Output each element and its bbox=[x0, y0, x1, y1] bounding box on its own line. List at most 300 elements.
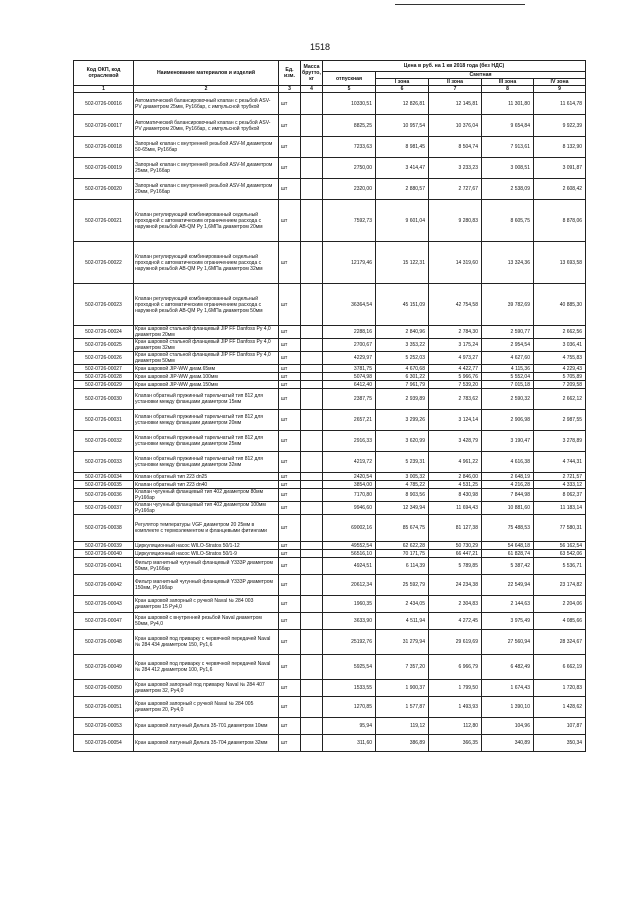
row-zone-1-price: 25 592,79 bbox=[376, 575, 429, 596]
row-zone-4-price: 1 720,83 bbox=[534, 680, 586, 697]
row-code: 502-0726-00030 bbox=[74, 389, 134, 410]
table-row bbox=[74, 481, 586, 489]
row-name: Циркуляционный насос WILO-Stratos 50/1-12 bbox=[134, 542, 279, 550]
row-zone-3-price: 1 674,43 bbox=[482, 680, 534, 697]
row-zone-4-price: 77 580,31 bbox=[534, 515, 586, 542]
row-zone-4-price: 23 174,82 bbox=[534, 575, 586, 596]
row-zone-1-price: 8 903,56 bbox=[376, 489, 429, 502]
row-unit: шт bbox=[279, 365, 301, 373]
row-unit: шт bbox=[279, 93, 301, 115]
row-zone-1-price: 5 239,31 bbox=[376, 452, 429, 473]
row-release-price: 7592,73 bbox=[323, 200, 376, 242]
row-zone-3-price: 2 590,32 bbox=[482, 389, 534, 410]
row-code: 502-0726-00054 bbox=[74, 735, 134, 752]
row-code: 502-0726-00033 bbox=[74, 452, 134, 473]
row-zone-3-price: 11 301,80 bbox=[482, 93, 534, 115]
row-zone-2-price: 11 694,43 bbox=[429, 502, 482, 515]
row-zone-1-price: 4 511,94 bbox=[376, 613, 429, 630]
row-zone-4-price: 3 278,89 bbox=[534, 431, 586, 452]
table-row bbox=[74, 284, 586, 326]
row-release-price: 1270,85 bbox=[323, 697, 376, 718]
row-zone-2-price: 366,35 bbox=[429, 735, 482, 752]
col-number: 2 bbox=[134, 86, 279, 93]
row-release-price: 7170,80 bbox=[323, 489, 376, 502]
row-zone-4-price: 11 614,78 bbox=[534, 93, 586, 115]
row-zone-4-price: 350,34 bbox=[534, 735, 586, 752]
row-zone-4-price: 9 922,39 bbox=[534, 115, 586, 137]
row-zone-4-price: 4 744,31 bbox=[534, 452, 586, 473]
row-unit: шт bbox=[279, 339, 301, 352]
row-mass bbox=[301, 718, 323, 735]
row-code: 502-0726-00018 bbox=[74, 137, 134, 158]
row-code: 502-0726-00053 bbox=[74, 718, 134, 735]
row-zone-3-price: 10 881,60 bbox=[482, 502, 534, 515]
row-name: Запорный клапан с внутренней резьбой ASV-M диаметром 20мм, Ру16бар bbox=[134, 179, 279, 200]
row-code: 502-0726-00024 bbox=[74, 326, 134, 339]
row-zone-3-price: 2 144,63 bbox=[482, 596, 534, 613]
row-zone-2-price: 3 233,23 bbox=[429, 158, 482, 179]
row-unit: шт bbox=[279, 697, 301, 718]
row-zone-3-price: 7 913,61 bbox=[482, 137, 534, 158]
row-mass bbox=[301, 381, 323, 389]
row-zone-3-price: 2 590,77 bbox=[482, 326, 534, 339]
col-number: 9 bbox=[534, 86, 586, 93]
row-unit: шт bbox=[279, 200, 301, 242]
row-zone-4-price: 2 662,12 bbox=[534, 389, 586, 410]
row-name: Клапан регулирующий комбинированный седельный проходной с автоматическим ограничением расхода с наружной резьбой AB-QM Ру 1,6МПа диаметром 50мм bbox=[134, 284, 279, 326]
row-unit: шт bbox=[279, 575, 301, 596]
row-name: Запорный клапан с внутренней резьбой ASV-M диаметром 25мм, Ру16бар bbox=[134, 158, 279, 179]
col-number: 4 bbox=[301, 86, 323, 93]
row-unit: шт bbox=[279, 242, 301, 284]
row-zone-1-price: 3 299,26 bbox=[376, 410, 429, 431]
row-zone-4-price: 40 885,30 bbox=[534, 284, 586, 326]
table-row bbox=[74, 596, 586, 613]
row-zone-1-price: 12 349,94 bbox=[376, 502, 429, 515]
row-zone-1-price: 3 005,32 bbox=[376, 473, 429, 481]
row-zone-3-price: 75 488,53 bbox=[482, 515, 534, 542]
row-code: 502-0726-00032 bbox=[74, 431, 134, 452]
row-zone-1-price: 4 785,22 bbox=[376, 481, 429, 489]
row-name: Фильтр магнитный чугунный фланцевый Y333P диаметром 50мм, Ру16бар bbox=[134, 558, 279, 575]
row-name: Клапан регулирующий комбинированный седельный проходной с автоматическим ограничением расхода с наружной резьбой AB-QM Ру 1,6МПа диаметром 20мм bbox=[134, 200, 279, 242]
row-zone-1-price: 9 601,04 bbox=[376, 200, 429, 242]
table-row bbox=[74, 365, 586, 373]
row-zone-2-price: 81 127,38 bbox=[429, 515, 482, 542]
row-release-price: 4229,97 bbox=[323, 352, 376, 365]
row-zone-2-price: 8 504,74 bbox=[429, 137, 482, 158]
row-zone-2-price: 5 789,85 bbox=[429, 558, 482, 575]
row-mass bbox=[301, 558, 323, 575]
row-unit: шт bbox=[279, 431, 301, 452]
table-row bbox=[74, 352, 586, 365]
table-row bbox=[74, 542, 586, 550]
table-row bbox=[74, 697, 586, 718]
row-zone-1-price: 1 577,87 bbox=[376, 697, 429, 718]
row-zone-2-price: 7 539,20 bbox=[429, 381, 482, 389]
table-row bbox=[74, 550, 586, 558]
col-number: 1 bbox=[74, 86, 134, 93]
row-code: 502-0726-00035 bbox=[74, 481, 134, 489]
row-unit: шт bbox=[279, 502, 301, 515]
table-row bbox=[74, 200, 586, 242]
row-release-price: 311,60 bbox=[323, 735, 376, 752]
row-mass bbox=[301, 137, 323, 158]
row-zone-1-price: 15 122,31 bbox=[376, 242, 429, 284]
row-name: Кран шаровой JIP-WW диам.150мм bbox=[134, 381, 279, 389]
row-zone-2-price: 3 428,79 bbox=[429, 431, 482, 452]
row-zone-2-price: 12 145,81 bbox=[429, 93, 482, 115]
row-unit: шт bbox=[279, 179, 301, 200]
row-zone-2-price: 10 376,04 bbox=[429, 115, 482, 137]
table-body bbox=[74, 93, 586, 752]
row-zone-4-price: 7 209,58 bbox=[534, 381, 586, 389]
row-zone-3-price: 5 387,42 bbox=[482, 558, 534, 575]
row-unit: шт bbox=[279, 410, 301, 431]
row-code: 502-0726-00048 bbox=[74, 630, 134, 655]
row-zone-2-price: 112,80 bbox=[429, 718, 482, 735]
row-release-price: 3633,90 bbox=[323, 613, 376, 630]
row-name: Кран шаровой под приварку с червячной передачей Naval № 284 412 диаметром 100, Ру1,6 bbox=[134, 655, 279, 680]
row-release-price: 69002,16 bbox=[323, 515, 376, 542]
row-unit: шт bbox=[279, 718, 301, 735]
row-name: Регулятор температуры VGF диаметром 20 25мм в комплекте с термоэлементом и фланцевыми фитингами bbox=[134, 515, 279, 542]
row-release-price: 2657,21 bbox=[323, 410, 376, 431]
row-mass bbox=[301, 339, 323, 352]
row-zone-4-price: 4 229,43 bbox=[534, 365, 586, 373]
row-code: 502-0726-00022 bbox=[74, 242, 134, 284]
row-mass bbox=[301, 410, 323, 431]
row-unit: шт bbox=[279, 596, 301, 613]
row-zone-1-price: 4 670,68 bbox=[376, 365, 429, 373]
row-zone-2-price: 42 754,58 bbox=[429, 284, 482, 326]
row-release-price: 95,94 bbox=[323, 718, 376, 735]
row-zone-3-price: 39 782,69 bbox=[482, 284, 534, 326]
row-name: Кран шаровой латунный Дельта 35-701 диаметром 10мм bbox=[134, 718, 279, 735]
row-mass bbox=[301, 630, 323, 655]
row-zone-2-price: 66 447,21 bbox=[429, 550, 482, 558]
row-zone-2-price: 4 422,77 bbox=[429, 365, 482, 373]
row-release-price: 10330,51 bbox=[323, 93, 376, 115]
row-unit: шт bbox=[279, 680, 301, 697]
row-unit: шт bbox=[279, 558, 301, 575]
table-row bbox=[74, 93, 586, 115]
row-mass bbox=[301, 115, 323, 137]
row-name: Клапан обратный пружинный тарельчатый тип 812 для установки между фланцами диаметром 32мм bbox=[134, 452, 279, 473]
row-name: Автоматический балансировочный клапан с резьбой ASV-PV диаметром 25мм, Ру16бар, с импульсной трубкой bbox=[134, 93, 279, 115]
row-release-price: 2916,33 bbox=[323, 431, 376, 452]
row-name: Кран шаровой JIP-WW диам.100мм bbox=[134, 373, 279, 381]
price-table bbox=[73, 60, 586, 752]
row-code: 502-0726-00020 bbox=[74, 179, 134, 200]
row-zone-3-price: 340,89 bbox=[482, 735, 534, 752]
row-mass bbox=[301, 352, 323, 365]
col-number: 6 bbox=[376, 86, 429, 93]
row-zone-3-price: 2 906,98 bbox=[482, 410, 534, 431]
row-zone-4-price: 4 333,12 bbox=[534, 481, 586, 489]
table-row bbox=[74, 381, 586, 389]
row-zone-2-price: 6 966,79 bbox=[429, 655, 482, 680]
row-mass bbox=[301, 158, 323, 179]
row-zone-3-price: 2 538,09 bbox=[482, 179, 534, 200]
row-code: 502-0726-00025 bbox=[74, 339, 134, 352]
row-zone-4-price: 1 428,62 bbox=[534, 697, 586, 718]
row-unit: шт bbox=[279, 655, 301, 680]
row-zone-3-price: 3 008,51 bbox=[482, 158, 534, 179]
table-row bbox=[74, 410, 586, 431]
row-code: 502-0726-00037 bbox=[74, 502, 134, 515]
row-mass bbox=[301, 373, 323, 381]
row-zone-2-price: 29 619,69 bbox=[429, 630, 482, 655]
row-zone-1-price: 10 957,54 bbox=[376, 115, 429, 137]
table-row bbox=[74, 431, 586, 452]
row-name: Запорный клапан с внутренней резьбой ASV-M диаметром 50-65мм, Ру16бар bbox=[134, 137, 279, 158]
row-mass bbox=[301, 452, 323, 473]
row-unit: шт bbox=[279, 630, 301, 655]
row-name: Клапан обратный пружинный тарельчатый тип 812 для установки между фланцами диаметром 20мм bbox=[134, 410, 279, 431]
table-row bbox=[74, 158, 586, 179]
row-zone-3-price: 2 648,19 bbox=[482, 473, 534, 481]
row-code: 502-0726-00023 bbox=[74, 284, 134, 326]
row-mass bbox=[301, 550, 323, 558]
row-release-price: 36364,54 bbox=[323, 284, 376, 326]
table-row bbox=[74, 735, 586, 752]
row-zone-3-price: 4 216,28 bbox=[482, 481, 534, 489]
row-unit: шт bbox=[279, 515, 301, 542]
row-zone-1-price: 45 151,09 bbox=[376, 284, 429, 326]
row-unit: шт bbox=[279, 452, 301, 473]
row-release-price: 8825,25 bbox=[323, 115, 376, 137]
table-row bbox=[74, 473, 586, 481]
table-row bbox=[74, 680, 586, 697]
row-zone-3-price: 3 975,49 bbox=[482, 613, 534, 630]
table-row bbox=[74, 115, 586, 137]
row-code: 502-0726-00016 bbox=[74, 93, 134, 115]
row-zone-3-price: 27 560,94 bbox=[482, 630, 534, 655]
row-mass bbox=[301, 481, 323, 489]
row-name: Кран шаровой стальной фланцевый JIP FF Danfoss Ру 4,0 диаметром 20мм bbox=[134, 326, 279, 339]
scan-artifact-line bbox=[395, 4, 525, 5]
row-release-price: 2700,67 bbox=[323, 339, 376, 352]
row-name: Клапан чугунный фланцевый тип 402 диаметром 100мм Ру16бар bbox=[134, 502, 279, 515]
row-mass bbox=[301, 200, 323, 242]
table-row bbox=[74, 339, 586, 352]
row-name: Кран шаровой стальной фланцевый JIP FF Danfoss Ру 4,0 диаметром 32мм bbox=[134, 339, 279, 352]
row-zone-3-price: 54 648,18 bbox=[482, 542, 534, 550]
row-unit: шт bbox=[279, 373, 301, 381]
row-release-price: 1533,55 bbox=[323, 680, 376, 697]
row-zone-1-price: 70 171,75 bbox=[376, 550, 429, 558]
table-row bbox=[74, 502, 586, 515]
row-zone-4-price: 3 091,87 bbox=[534, 158, 586, 179]
row-release-price: 49552,54 bbox=[323, 542, 376, 550]
row-zone-4-price: 11 183,14 bbox=[534, 502, 586, 515]
row-zone-3-price: 61 828,74 bbox=[482, 550, 534, 558]
header-release-price: отпускная bbox=[323, 72, 376, 86]
row-mass bbox=[301, 680, 323, 697]
row-zone-1-price: 119,12 bbox=[376, 718, 429, 735]
row-zone-1-price: 3 620,99 bbox=[376, 431, 429, 452]
row-mass bbox=[301, 515, 323, 542]
row-zone-2-price: 24 234,38 bbox=[429, 575, 482, 596]
row-release-price: 1960,35 bbox=[323, 596, 376, 613]
row-name: Фильтр магнитный чугунный фланцевый Y333P диаметром 150мм, Ру16бар bbox=[134, 575, 279, 596]
row-zone-1-price: 2 840,96 bbox=[376, 326, 429, 339]
col-number: 7 bbox=[429, 86, 482, 93]
header-zone-3: III зона bbox=[482, 79, 534, 86]
row-release-price: 5925,54 bbox=[323, 655, 376, 680]
row-mass bbox=[301, 389, 323, 410]
row-zone-2-price: 2 304,83 bbox=[429, 596, 482, 613]
row-zone-3-price: 4 627,60 bbox=[482, 352, 534, 365]
row-zone-2-price: 4 531,25 bbox=[429, 481, 482, 489]
row-name: Клапан обратный пружинный тарельчатый тип 812 для установки между фланцами диаметром 15мм bbox=[134, 389, 279, 410]
row-unit: шт bbox=[279, 115, 301, 137]
header-unit: Ед. изм. bbox=[279, 61, 301, 86]
header-mass: Масса брутто, кг bbox=[301, 61, 323, 86]
row-release-price: 2420,54 bbox=[323, 473, 376, 481]
row-name: Клапан чугунный фланцевый тип 402 диаметром 80мм Ру16бар bbox=[134, 489, 279, 502]
row-unit: шт bbox=[279, 158, 301, 179]
table-row bbox=[74, 389, 586, 410]
row-release-price: 20612,34 bbox=[323, 575, 376, 596]
table-row bbox=[74, 373, 586, 381]
row-zone-4-price: 3 036,41 bbox=[534, 339, 586, 352]
table-row bbox=[74, 242, 586, 284]
table-row bbox=[74, 575, 586, 596]
row-zone-1-price: 5 252,03 bbox=[376, 352, 429, 365]
row-zone-2-price: 3 175,24 bbox=[429, 339, 482, 352]
row-mass bbox=[301, 735, 323, 752]
row-release-price: 6412,40 bbox=[323, 381, 376, 389]
row-release-price: 12179,46 bbox=[323, 242, 376, 284]
row-name: Клапан обратный тип 223 dn40 bbox=[134, 481, 279, 489]
row-zone-3-price: 2 954,54 bbox=[482, 339, 534, 352]
row-zone-2-price: 4 961,22 bbox=[429, 452, 482, 473]
header-zone-1: I зона bbox=[376, 79, 429, 86]
row-zone-4-price: 13 693,58 bbox=[534, 242, 586, 284]
table-header bbox=[74, 61, 586, 93]
row-code: 502-0726-00038 bbox=[74, 515, 134, 542]
row-zone-1-price: 2 434,05 bbox=[376, 596, 429, 613]
row-unit: шт bbox=[279, 284, 301, 326]
row-zone-1-price: 85 674,75 bbox=[376, 515, 429, 542]
row-release-price: 2750,00 bbox=[323, 158, 376, 179]
row-zone-2-price: 2 727,67 bbox=[429, 179, 482, 200]
row-code: 502-0726-00017 bbox=[74, 115, 134, 137]
table-row bbox=[74, 179, 586, 200]
column-number-row bbox=[74, 86, 586, 93]
row-unit: шт bbox=[279, 473, 301, 481]
row-mass bbox=[301, 613, 323, 630]
row-zone-4-price: 2 987,55 bbox=[534, 410, 586, 431]
table-row bbox=[74, 718, 586, 735]
row-release-price: 7233,63 bbox=[323, 137, 376, 158]
row-zone-3-price: 6 482,49 bbox=[482, 655, 534, 680]
row-unit: шт bbox=[279, 542, 301, 550]
row-zone-3-price: 104,96 bbox=[482, 718, 534, 735]
table-row bbox=[74, 630, 586, 655]
row-zone-2-price: 4 272,45 bbox=[429, 613, 482, 630]
row-name: Кран шаровой запорный под приварку Naval № 284 407 диаметром 32, Ру4,0 bbox=[134, 680, 279, 697]
row-name: Клапан обратный тип 223 dn25 bbox=[134, 473, 279, 481]
row-zone-3-price: 4 616,38 bbox=[482, 452, 534, 473]
header-name: Наименование материалов и изделий bbox=[134, 61, 279, 86]
row-code: 502-0726-00051 bbox=[74, 697, 134, 718]
row-zone-2-price: 9 280,83 bbox=[429, 200, 482, 242]
row-code: 502-0726-00041 bbox=[74, 558, 134, 575]
row-zone-4-price: 6 662,19 bbox=[534, 655, 586, 680]
row-code: 502-0726-00019 bbox=[74, 158, 134, 179]
row-zone-3-price: 3 190,47 bbox=[482, 431, 534, 452]
row-zone-4-price: 2 204,06 bbox=[534, 596, 586, 613]
row-name: Кран шаровой запорный с ручкой Naval № 284 005 диаметром 20, Ру4,0 bbox=[134, 697, 279, 718]
row-mass bbox=[301, 242, 323, 284]
row-zone-4-price: 4 085,66 bbox=[534, 613, 586, 630]
row-unit: шт bbox=[279, 613, 301, 630]
row-zone-1-price: 2 939,89 bbox=[376, 389, 429, 410]
row-name: Кран шаровой стальной фланцевый JIP FF Danfoss Ру 4,0 диаметром 50мм bbox=[134, 352, 279, 365]
row-mass bbox=[301, 489, 323, 502]
row-zone-2-price: 8 430,98 bbox=[429, 489, 482, 502]
row-name: Кран шаровой с внутренней резьбой Naval диаметром 50мм, Ру4,0 bbox=[134, 613, 279, 630]
header-estimate: Сметная bbox=[376, 72, 586, 79]
row-zone-4-price: 107,87 bbox=[534, 718, 586, 735]
row-zone-4-price: 28 324,67 bbox=[534, 630, 586, 655]
row-mass bbox=[301, 655, 323, 680]
row-zone-1-price: 8 981,45 bbox=[376, 137, 429, 158]
row-zone-4-price: 2 608,42 bbox=[534, 179, 586, 200]
table-row bbox=[74, 326, 586, 339]
row-unit: шт bbox=[279, 381, 301, 389]
table-row bbox=[74, 655, 586, 680]
row-name: Циркуляционный насос WILO-Stratos 50/1-9 bbox=[134, 550, 279, 558]
row-code: 502-0726-00042 bbox=[74, 575, 134, 596]
row-mass bbox=[301, 365, 323, 373]
row-zone-3-price: 4 115,36 bbox=[482, 365, 534, 373]
row-zone-1-price: 3 414,47 bbox=[376, 158, 429, 179]
row-mass bbox=[301, 326, 323, 339]
row-mass bbox=[301, 284, 323, 326]
table-row bbox=[74, 452, 586, 473]
row-mass bbox=[301, 542, 323, 550]
row-unit: шт bbox=[279, 550, 301, 558]
row-zone-4-price: 2 721,57 bbox=[534, 473, 586, 481]
row-release-price: 25192,76 bbox=[323, 630, 376, 655]
row-release-price: 2320,00 bbox=[323, 179, 376, 200]
row-zone-4-price: 8 062,37 bbox=[534, 489, 586, 502]
table-row bbox=[74, 137, 586, 158]
row-code: 502-0726-00047 bbox=[74, 613, 134, 630]
row-zone-2-price: 3 124,14 bbox=[429, 410, 482, 431]
row-unit: шт bbox=[279, 137, 301, 158]
row-code: 502-0726-00039 bbox=[74, 542, 134, 550]
col-number: 8 bbox=[482, 86, 534, 93]
row-mass bbox=[301, 575, 323, 596]
row-name: Кран шаровой JIP-WW диам.65мм bbox=[134, 365, 279, 373]
row-name: Кран шаровой латунный Дельта 35-704 диаметром 32мм bbox=[134, 735, 279, 752]
row-code: 502-0726-00050 bbox=[74, 680, 134, 697]
row-code: 502-0726-00043 bbox=[74, 596, 134, 613]
row-zone-1-price: 31 279,94 bbox=[376, 630, 429, 655]
row-zone-1-price: 2 880,57 bbox=[376, 179, 429, 200]
row-zone-3-price: 7 844,98 bbox=[482, 489, 534, 502]
row-zone-3-price: 5 552,04 bbox=[482, 373, 534, 381]
row-code: 502-0726-00040 bbox=[74, 550, 134, 558]
row-zone-3-price: 22 549,94 bbox=[482, 575, 534, 596]
row-zone-2-price: 14 319,60 bbox=[429, 242, 482, 284]
row-zone-3-price: 1 390,10 bbox=[482, 697, 534, 718]
